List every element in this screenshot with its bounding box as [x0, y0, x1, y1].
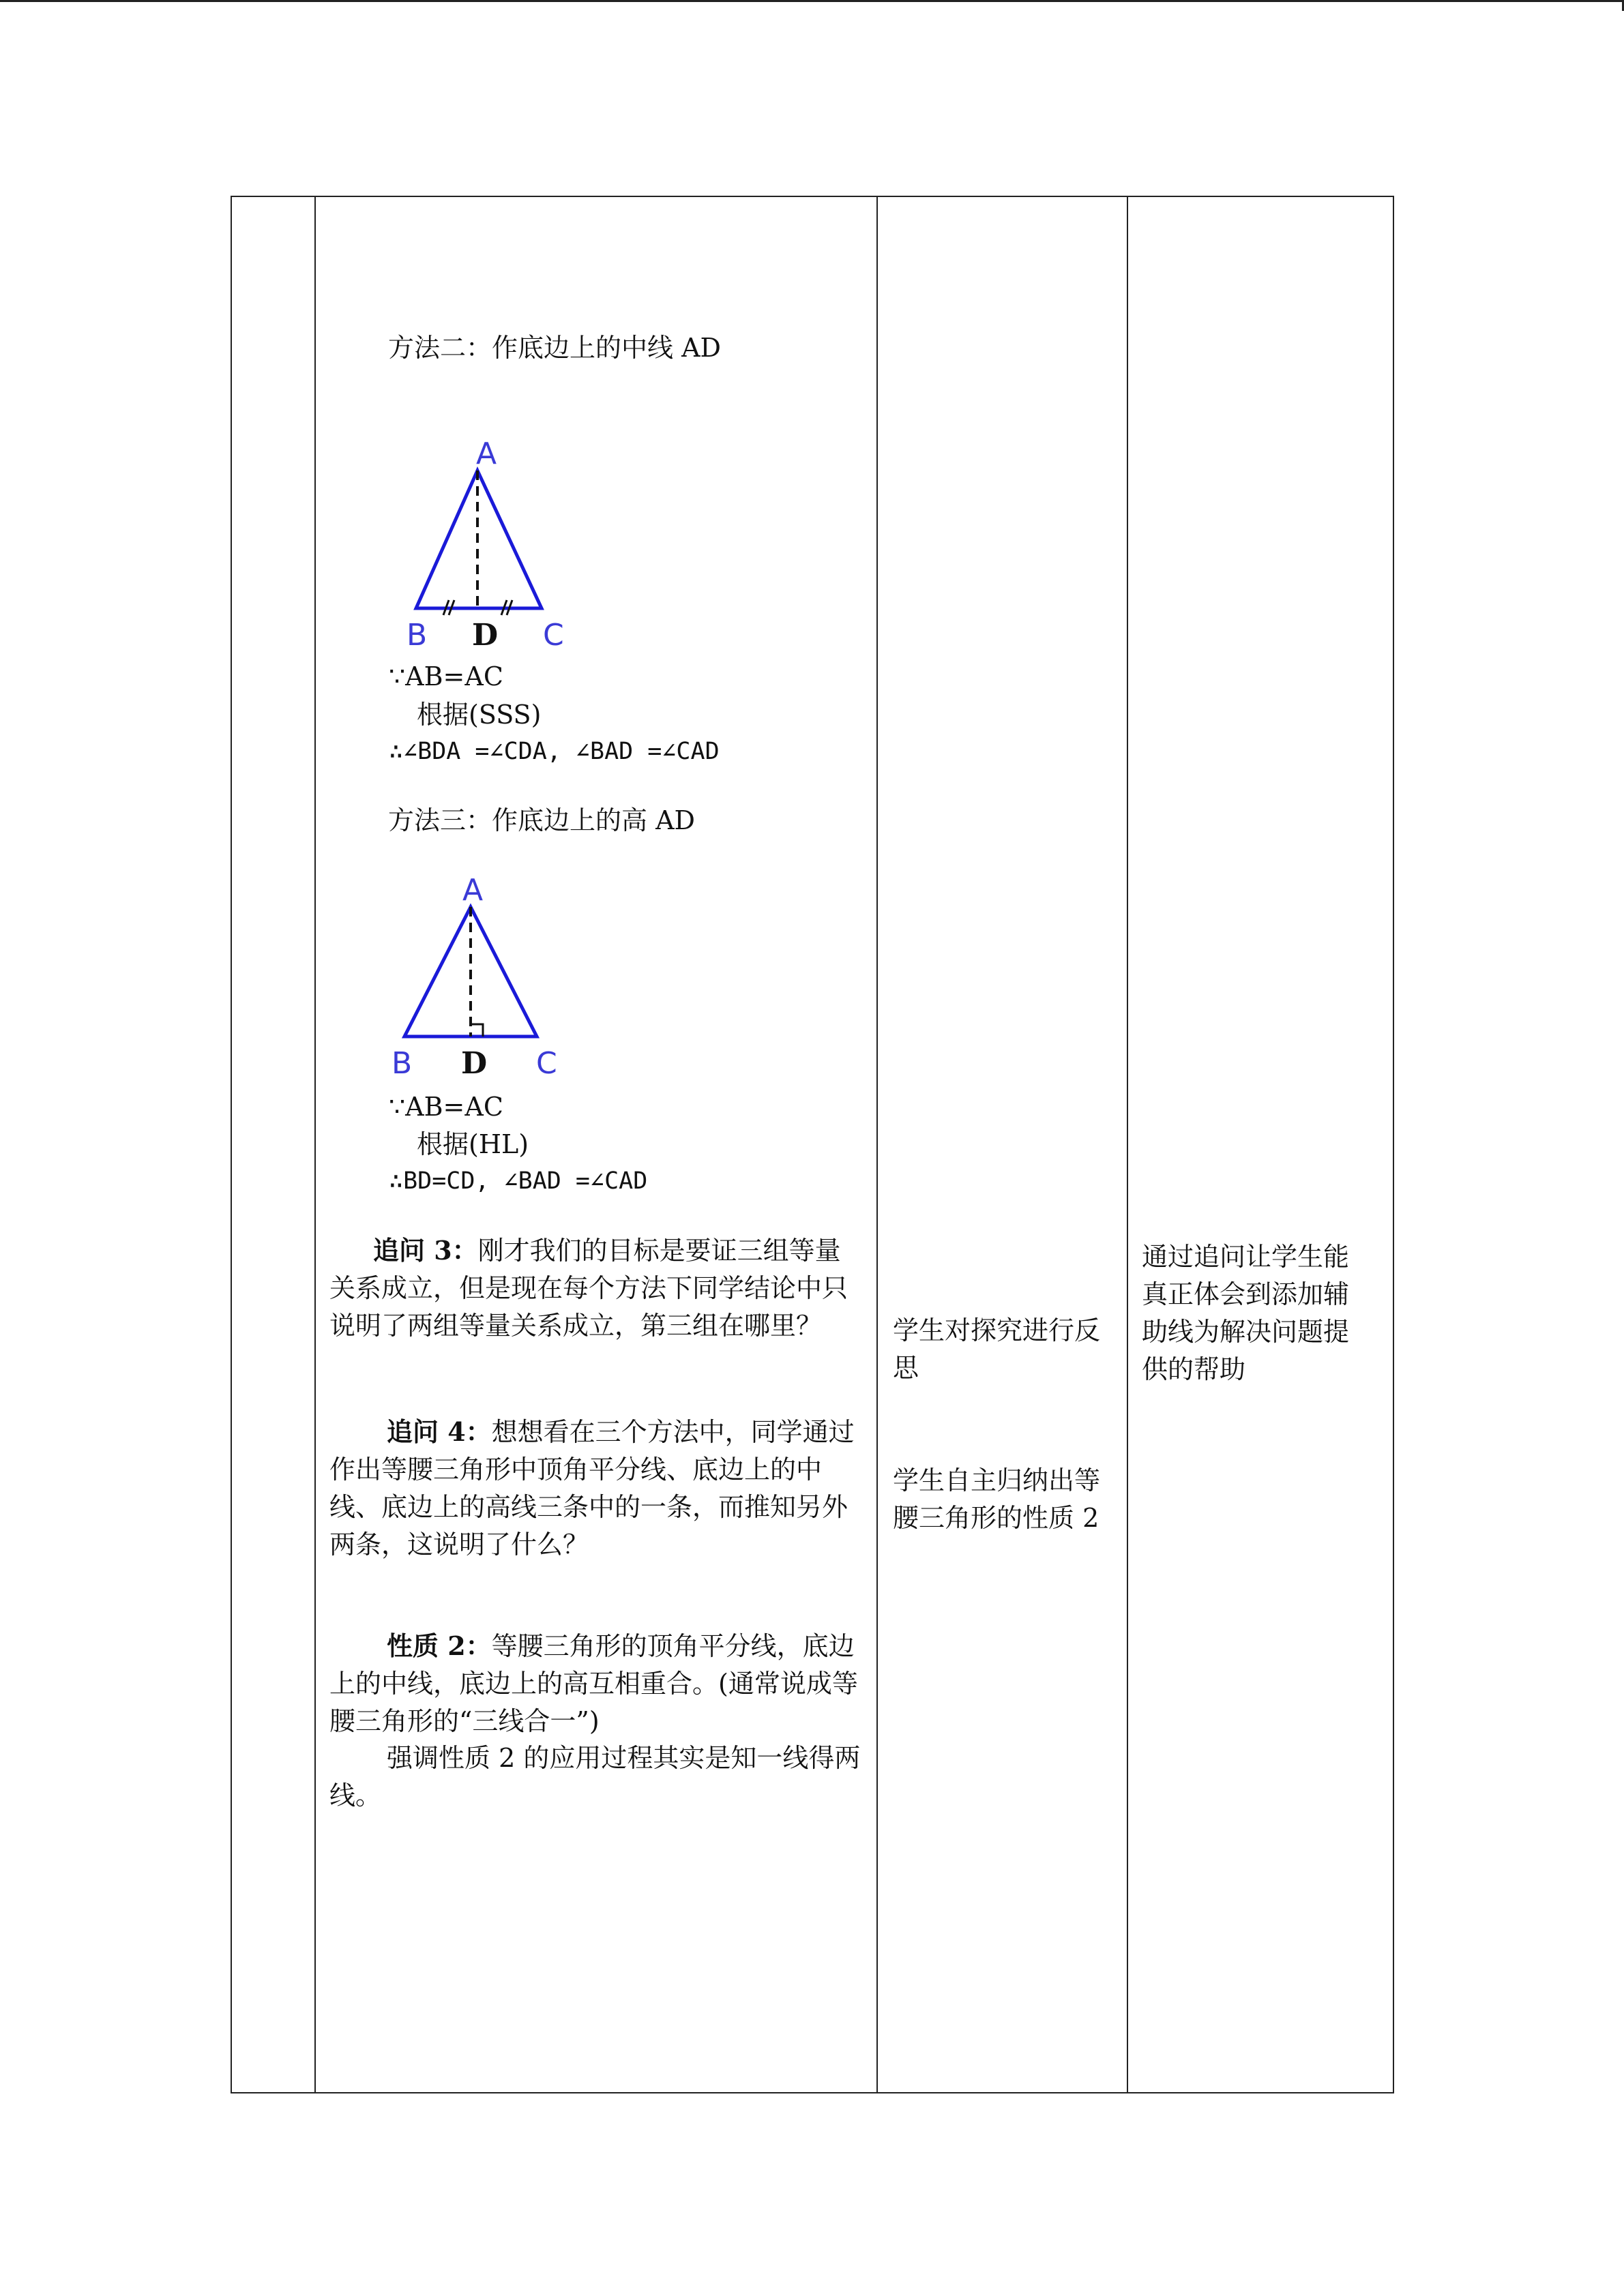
table-top-border [231, 196, 1394, 197]
method3-basis: 根据(HL) [417, 1129, 529, 1159]
page-top-border [0, 0, 1624, 2]
method3-given: ∵AB=AC [389, 1092, 503, 1122]
method3-title: 方法三：作底边上的高 AD [388, 805, 695, 835]
design-intent-text: 通过追问让学生能真正体会到添加辅助线为解决问题提供的帮助 [1142, 1242, 1350, 1384]
followup-3-label: 追问 3： [373, 1235, 478, 1266]
property-2 [329, 1627, 861, 1740]
right-angle-mark [471, 1024, 483, 1037]
column-divider-1 [314, 196, 316, 2093]
column-divider-2 [876, 196, 878, 2093]
student-summarize-text: 学生自主归纳出等腰三角形的性质 2 [893, 1465, 1101, 1533]
followup-3-text: 刚才我们的目标是要证三组等量关系成立，但是现在每个方法下同学结论中只说明了两组等量关系成立，第三组在哪里？ [329, 1236, 848, 1341]
followup-4-label: 追问 4： [387, 1416, 492, 1447]
followup-4-text: 想想看在三个方法中，同学通过作出等腰三角形中顶角平分线、底边上的中线、底边上的高线三条中的一条，而推知另外两条，这说明了什么？ [329, 1417, 855, 1560]
method2-given: ∵AB=AC [389, 661, 503, 691]
label-d: D [461, 1046, 488, 1081]
label-a: A [476, 436, 497, 471]
label-c: C [543, 618, 564, 653]
method3-triangle-figure [382, 873, 587, 1091]
table-bottom-border [231, 2092, 1394, 2093]
property-2-emphasis: 强调性质 2 的应用过程其实是知一线得两线。 [329, 1743, 861, 1810]
property-2-text: 等腰三角形的顶角平分线，底边上的中线，底边上的高互相重合。(通常说成等腰三角形的“三线合一”) [329, 1631, 858, 1736]
table-left-border [231, 196, 232, 2093]
property-2-label: 性质 2： [387, 1630, 492, 1661]
table-right-border [1393, 196, 1394, 2093]
method2-conclusion: ∴∠BDA =∠CDA, ∠BAD =∠CAD [389, 738, 720, 765]
label-a: A [462, 873, 484, 908]
label-b: B [407, 618, 428, 653]
student-reflect-text: 学生对探究进行反思 [893, 1315, 1101, 1383]
method2-basis: 根据(SSS) [417, 700, 542, 730]
label-b: B [392, 1046, 413, 1081]
method2-title: 方法二：作底边上的中线 AD [388, 333, 721, 363]
label-d: D [472, 618, 499, 653]
label-c: C [536, 1046, 557, 1081]
followup-question-4 [329, 1413, 861, 1564]
column-divider-3 [1127, 196, 1128, 2093]
method3-conclusion: ∴BD=CD, ∠BAD =∠CAD [389, 1167, 648, 1195]
followup-question-3 [329, 1232, 861, 1345]
method2-triangle-figure [382, 436, 587, 661]
